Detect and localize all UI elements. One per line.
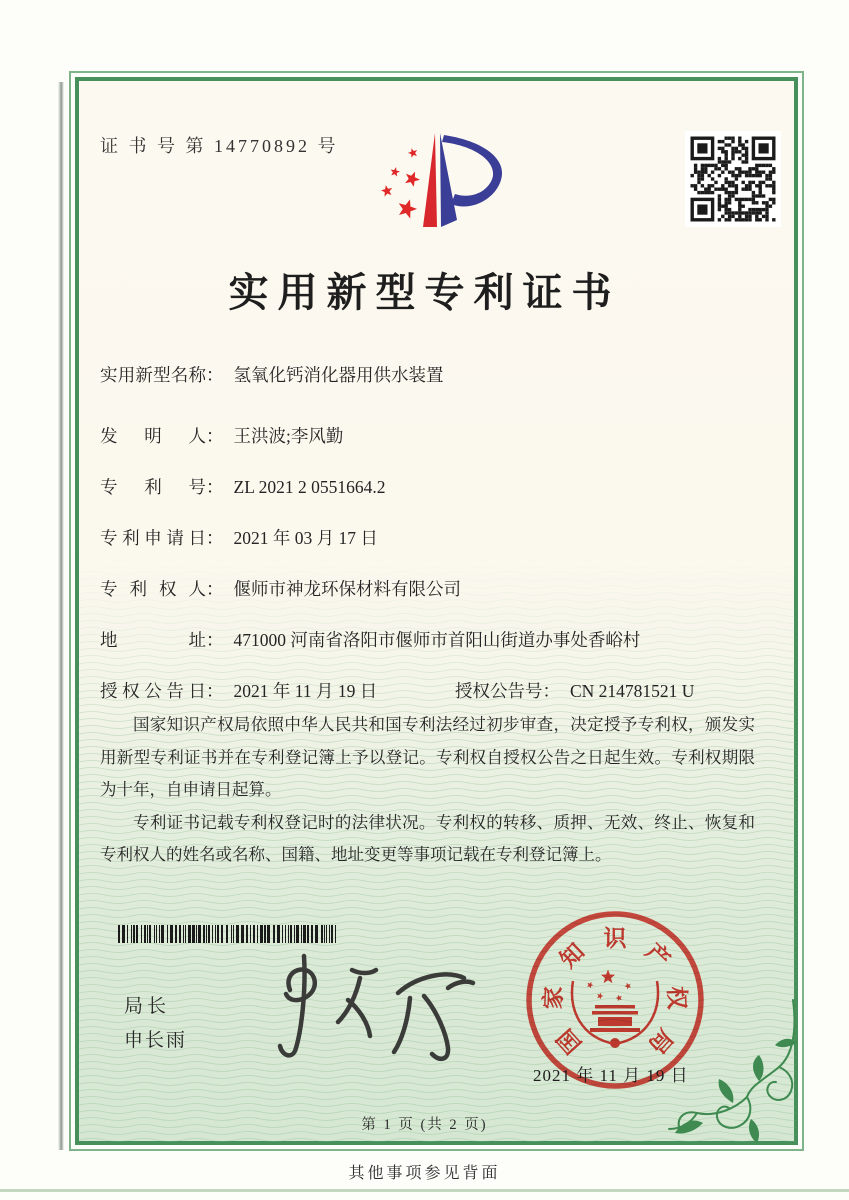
- field-colon: ：: [206, 681, 224, 701]
- field-row-inventor: [100, 423, 343, 448]
- field-label: 专 利 申 请 日: [100, 528, 206, 548]
- field-row-grant-date: [100, 678, 695, 703]
- field-colon: ：: [206, 528, 224, 548]
- qr-code-icon: [685, 131, 781, 227]
- svg-text:知: 知: [555, 938, 590, 973]
- page-edge: [0, 1189, 849, 1192]
- signer-title: 局长: [124, 996, 171, 1017]
- svg-text:局: 局: [643, 1024, 678, 1059]
- field-value: 偃师市神龙环保材料有限公司: [233, 579, 461, 599]
- field-value: 2021 年 11 月 19 日: [233, 681, 378, 701]
- svg-text:产: 产: [640, 938, 675, 973]
- field-row-patentee: [100, 576, 461, 601]
- cnipa-logo-icon: [365, 120, 525, 235]
- director-signature-icon: [252, 948, 477, 1068]
- field-label: 专 利 号: [100, 477, 206, 497]
- field-colon: ：: [206, 477, 224, 497]
- seal-national-emblem-icon: [572, 970, 658, 1049]
- logo-stars-icon: [381, 148, 420, 218]
- field-row-filing-date: [100, 525, 378, 550]
- field-colon: ：: [542, 681, 560, 701]
- svg-text:国: 国: [552, 1024, 587, 1059]
- svg-text:识: 识: [603, 926, 627, 951]
- svg-text:家: 家: [540, 985, 567, 1010]
- scan-shadow: [58, 82, 64, 1150]
- grant-number-label: 授权公告号: [455, 681, 543, 701]
- legal-text-block: [100, 709, 755, 872]
- field-row-patent-no: [100, 474, 385, 499]
- logo-red-wedge: [423, 133, 437, 227]
- legal-paragraph-2: 专利证书记载专利权登记时的法律状况。专利权的转移、质押、无效、终止、恢复和专利权人的姓名或名称、国籍、地址变更等事项记载在专利登记簿上。: [100, 812, 755, 864]
- logo-blue-wedge: [440, 133, 457, 227]
- field-value: 氢氧化钙消化器用供水装置: [233, 365, 444, 385]
- field-label: 专 利 权 人: [100, 579, 206, 599]
- field-colon: ：: [206, 630, 224, 650]
- field-value: 2021 年 03 月 17 日: [233, 528, 378, 548]
- field-label: 发 明 人: [100, 426, 206, 446]
- field-colon: ：: [206, 365, 224, 385]
- page-number: 第 1 页 (共 2 页): [361, 1117, 488, 1133]
- certificate-title: 实用新型专利证书: [228, 270, 621, 315]
- field-row-name: [100, 362, 444, 387]
- legal-paragraph-1: 国家知识产权局依照中华人民共和国专利法经过初步审查，决定授予专利权，颁发实用新型专利证书并在专利登记簿上予以登记。专利权自授权公告之日起生效。专利权期限为十年，自申请日起算。: [100, 715, 755, 799]
- seal-date: 2021 年 11 月 19 日: [533, 1066, 689, 1085]
- svg-text:权: 权: [663, 985, 690, 1010]
- field-value: ZL 2021 2 0551664.2: [233, 477, 386, 497]
- field-label: 实 用 新 型 名 称: [100, 365, 206, 385]
- field-label: 授 权 公 告 日: [100, 681, 206, 701]
- field-colon: ：: [206, 579, 224, 599]
- signer-name: 申长雨: [124, 1030, 188, 1051]
- barcode-icon: [118, 925, 338, 944]
- grant-number-value: CN 214781521 U: [570, 681, 695, 701]
- back-note: 其他事项参见背面: [348, 1165, 501, 1182]
- grant-number-group: [455, 678, 694, 703]
- field-value: 471000 河南省洛阳市偃师市首阳山街道办事处香峪村: [233, 630, 641, 650]
- field-colon: ：: [206, 426, 224, 446]
- field-row-address: [100, 627, 640, 652]
- certificate-number: 证 书 号 第 14770892 号: [100, 136, 339, 156]
- field-value: 王洪波;李风勤: [233, 426, 344, 446]
- field-label: 地 址: [100, 630, 206, 650]
